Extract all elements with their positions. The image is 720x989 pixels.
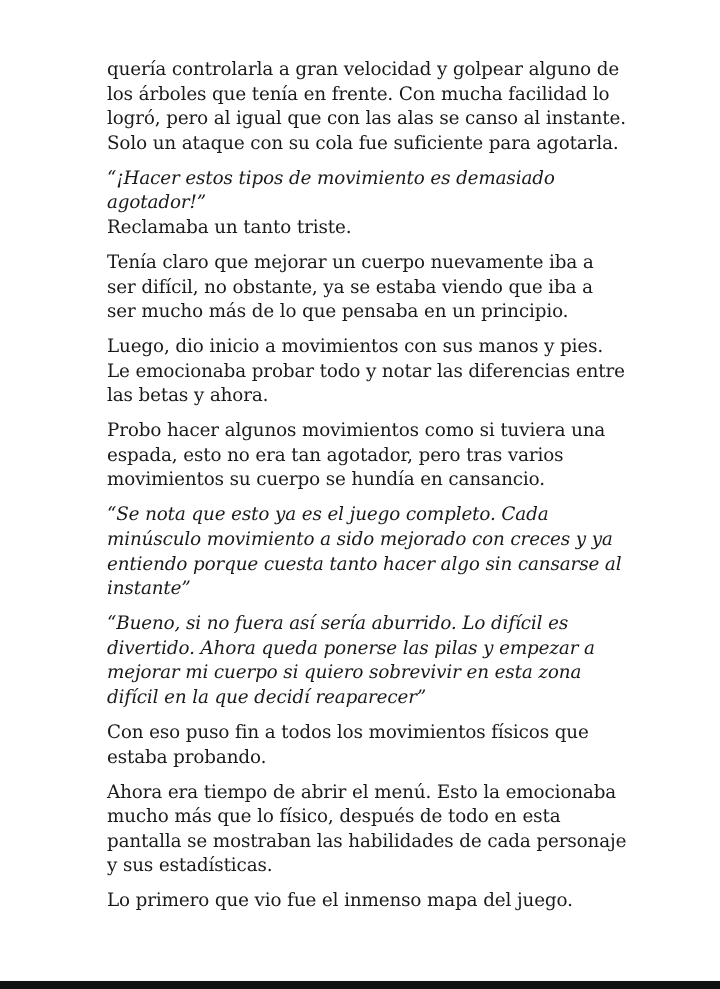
paragraph: Tenía claro que mejorar un cuerpo nuevamente iba a ser difícil, no obstante, ya se estaba viendo que iba a ser mucho más de lo que pensaba en un principio. (107, 251, 594, 323)
paragraph: Con eso puso fin a todos los movimientos físicos que estaba probando. (107, 721, 589, 768)
paragraph: quería controlarla a gran velocidad y golpear alguno de los árboles que tenía en frente. Con mucha facilidad lo logró, pero al igual que con las alas se canso al instante. Solo un ataque con su cola fue suficiente para agotarla. (107, 59, 626, 154)
paragraph (107, 167, 627, 241)
dialogue-line: “¡Hacer estos tipos de movimiento es demasiado agotador!” (107, 167, 555, 214)
thought-paragraph: “Bueno, si no fuera así sería aburrido. Lo difícil es divertido. Ahora queda ponerse las pilas y empezar a mejorar mi cuerpo si quiero sobrevivir en esta zona difícil en la que decidí reaparecer” (107, 613, 595, 708)
paragraph: Luego, dio inicio a movimientos con sus manos y pies. Le emocionaba probar todo y notar las diferencias entre las betas y ahora. (107, 336, 625, 407)
paragraph: Probo hacer algunos movimientos como si tuviera una espada, esto no era tan agotador, pero tras varios movimientos su cuerpo se hundía en cansancio. (107, 420, 606, 491)
bottom-border (0, 981, 720, 989)
body-text (107, 58, 627, 924)
paragraph: Lo primero que vio fue el inmenso mapa del juego. (107, 890, 573, 912)
dialogue-tag: Reclamaba un tanto triste. (107, 216, 352, 238)
thought-paragraph: “Se nota que esto ya es el juego completo. Cada minúsculo movimiento a sido mejorado con creces y ya entiendo porque cuesta tanto hacer algo sin cansarse al instante” (107, 504, 622, 600)
paragraph: Ahora era tiempo de abrir el menú. Esto la emocionaba mucho más que lo físico, después de todo en esta pantalla se mostraban las habilidades de cada personaje y sus estadísticas. (107, 781, 627, 877)
